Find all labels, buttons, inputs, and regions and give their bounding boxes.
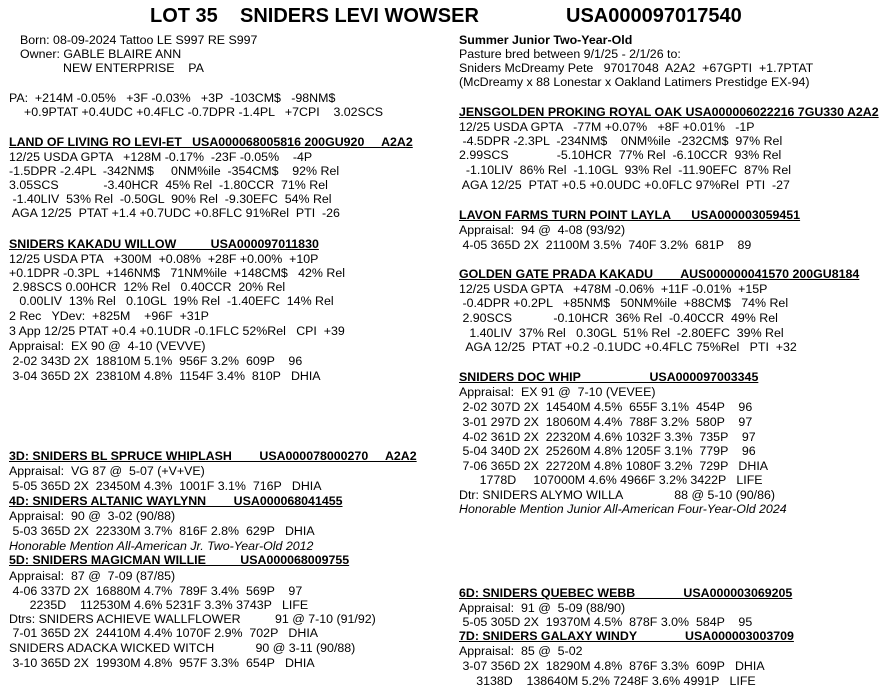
summer-heading: Summer Junior Two-Year-Old (459, 33, 633, 47)
fifth-dam-line: 2235D 112530M 4.6% 5231F 3.3% 3743P LIFE (9, 598, 309, 612)
pa-line-1: PA: +214M -0.05% +3F -0.03% +3P -103CM$ -98NM$ (9, 91, 336, 105)
dam-heading: SNIDERS KAKADU WILLOW USA000097011830 (9, 237, 319, 251)
breeding-line: Sniders McDreamy Pete 97017048 A2A2 +67GPTI +1.7PTAT (459, 61, 814, 75)
doc-whip-line: Dtr: SNIDERS ALYMO WILLA 88 @ 5-10 (90/86) (459, 488, 776, 502)
dam-sire-line: -0.4DPR +0.2PL +85NM$ 50NM%ile +88CM$ 74% Rel (459, 296, 789, 310)
fourth-dam-line: 5-03 365D 2X 22330M 3.7% 816F 2.8% 629P DHIA (9, 524, 315, 538)
pa-line-2: +0.9PTAT +0.4UDC +0.4FLC -0.7DPR -1.4PL +7CPI 3.02SCS (24, 105, 384, 119)
mgs-line: 12/25 USDA GPTA -77M +0.07% +8F +0.01% -1P (459, 120, 755, 134)
third-dam-line: 5-05 365D 2X 23450M 4.3% 1001F 3.1% 716P DHIA (9, 479, 322, 493)
sire-line: 12/25 USDA GPTA +128M -0.17% -23F -0.05% -4P (9, 150, 313, 164)
fourth-dam-honor: Honorable Mention All-American Jr. Two-Year-Old 2012 (9, 539, 314, 553)
doc-whip-line: 7-06 365D 2X 22720M 4.8% 1080F 3.2% 729P DHIA (459, 459, 769, 473)
sixth-dam-line: Appraisal: 91 @ 5-09 (88/90) (459, 601, 626, 615)
mgs-line: -1.10LIV 86% Rel -1.10GL 93% Rel -11.90EFC 87% Rel (459, 163, 791, 177)
fifth-dam-line: 4-06 337D 2X 16880M 4.7% 789F 3.4% 569P 97 (9, 584, 303, 598)
doc-whip-line: Appraisal: EX 91 @ 7-10 (VEVEE) (459, 385, 656, 399)
dam-line: 0.00LIV 13% Rel 0.10GL 19% Rel -1.40EFC 14% Rel (9, 294, 334, 308)
fifth-dam-line: Appraisal: 87 @ 7-09 (87/85) (9, 569, 176, 583)
dam-sire-line: 12/25 USDA GPTA +478M -0.06% +11F -0.01% +15P (459, 282, 768, 296)
doc-whip-line: 2-02 307D 2X 14540M 4.5% 655F 3.1% 454P 96 (459, 400, 753, 414)
dam-line: 12/25 USDA PTA +300M +0.08% +28F +0.00% +10P (9, 252, 319, 266)
sire-heading: LAND OF LIVING RO LEVI-ET USA000068005816 200GU920 A2A2 (9, 135, 413, 149)
sire-line: AGA 12/25 PTAT +1.4 +0.7UDC +0.8FLC 91%Rel PTI -26 (9, 206, 340, 220)
dam-sire-heading: GOLDEN GATE PRADA KAKADU AUS000000041570 200GU8184 (459, 267, 860, 281)
breeding-line: (McDreamy x 88 Lonestar x Oakland Latimers Prestidge EX-94) (459, 75, 810, 89)
sire-line: 3.05SCS -3.40HCR 45% Rel -1.80CCR 71% Rel (9, 178, 328, 192)
sixth-dam-line: 5-05 305D 2X 19370M 4.5% 878F 3.0% 584P 95 (459, 615, 753, 629)
mgs-line: AGA 12/25 PTAT +0.5 +0.0UDC +0.0FLC 97%Rel PTI -27 (459, 178, 790, 192)
dam-line: 2.98SCS 0.00HCR 12% Rel 0.40CCR 20% Rel (9, 280, 286, 294)
owner-location: NEW ENTERPRISE PA (63, 61, 204, 75)
lot-number: LOT 35 (150, 5, 218, 27)
fifth-dam-heading: 5D: SNIDERS MAGICMAN WILLIE USA000068009755 (9, 553, 350, 567)
doc-whip-honor: Honorable Mention Junior All-American Four-Year-Old 2024 (459, 502, 787, 516)
dam-line: 3-04 365D 2X 23810M 4.8% 1154F 3.4% 810P DHIA (9, 369, 321, 383)
breeding-line: Pasture bred between 9/1/25 - 2/1/26 to: (459, 47, 681, 61)
sire-dam-line: 4-05 365D 2X 21100M 3.5% 740F 3.2% 681P 89 (459, 238, 752, 252)
mgs-line: -4.5DPR -2.3PL -234NM$ 0NM%ile -232CM$ 97% Rel (459, 134, 783, 148)
seventh-dam-line: 3138D 138640M 5.2% 7248F 3.6% 4991P LIFE (459, 674, 756, 688)
doc-whip-line: 3-01 297D 2X 18060M 4.4% 788F 3.2% 580P 97 (459, 415, 753, 429)
animal-name: SNIDERS LEVI WOWSER (240, 5, 479, 27)
fifth-dam-line: Dtrs: SNIDERS ACHIEVE WALLFLOWER 91 @ 7-10 (91/92) (9, 612, 376, 626)
dam-line: +0.1DPR -0.3PL +146NM$ 71NM%ile +148CM$ 42% Rel (9, 266, 345, 280)
fifth-dam-line: 3-10 365D 2X 19930M 4.8% 957F 3.3% 654P DHIA (9, 656, 315, 670)
sire-line: -1.40LIV 53% Rel -0.50GL 90% Rel -9.30EFC 54% Rel (9, 192, 332, 206)
doc-whip-line: 5-04 340D 2X 25260M 4.8% 1205F 3.1% 779P 96 (459, 444, 756, 458)
fifth-dam-line: SNIDERS ADACKA WICKED WITCH 90 @ 3-11 (90/88) (9, 641, 356, 655)
sire-line: -1.5DPR -2.4PL -342NM$ 0NM%ile -354CM$ 92% Rel (9, 164, 340, 178)
mgs-line: 2.99SCS -5.10HCR 77% Rel -6.10CCR 93% Rel (459, 148, 782, 162)
dam-line: 2 Rec YDev: +825M +96F +31P (9, 309, 209, 323)
registration-number: USA000097017540 (566, 5, 742, 27)
birth-info: Born: 08-09-2024 Tattoo LE S997 RE S997 (20, 33, 258, 47)
dam-line: 3 App 12/25 PTAT +0.4 +0.1UDR -0.1FLC 52%Rel CPI +39 (9, 324, 345, 338)
fifth-dam-line: 7-01 365D 2X 24410M 4.4% 1070F 2.9% 702P DHIA (9, 626, 319, 640)
owner: Owner: GABLE BLAIRE ANN (20, 47, 182, 61)
fourth-dam-heading: 4D: SNIDERS ALTANIC WAYLYNN USA000068041455 (9, 494, 343, 508)
seventh-dam-line: Appraisal: 85 @ 5-02 (459, 644, 583, 658)
third-dam-line: Appraisal: VG 87 @ 5-07 (+V+VE) (9, 464, 205, 478)
doc-whip-heading: SNIDERS DOC WHIP USA000097003345 (459, 370, 759, 384)
seventh-dam-line: 3-07 356D 2X 18290M 4.8% 876F 3.3% 609P DHIA (459, 659, 765, 673)
dam-sire-line: 2.90SCS -0.10HCR 36% Rel -0.40CCR 49% Rel (459, 311, 778, 325)
dam-line: 2-02 343D 2X 18810M 5.1% 956F 3.2% 609P 96 (9, 354, 303, 368)
sixth-dam-heading: 6D: SNIDERS QUEBEC WEBB USA000003069205 (459, 586, 793, 600)
third-dam-heading: 3D: SNIDERS BL SPRUCE WHIPLASH USA000078000270 A2A2 (9, 449, 417, 463)
dam-line: Appraisal: EX 90 @ 4-10 (VEVVE) (9, 339, 206, 353)
doc-whip-line: 4-02 361D 2X 22320M 4.6% 1032F 3.3% 735P 97 (459, 430, 756, 444)
sire-dam-line: Appraisal: 94 @ 4-08 (93/92) (459, 223, 626, 237)
sire-dam-heading: LAVON FARMS TURN POINT LAYLA USA000003059451 (459, 208, 801, 222)
doc-whip-line: 1778D 107000M 4.6% 4966F 3.2% 3422P LIFE (459, 473, 763, 487)
lot-header (0, 5, 894, 31)
seventh-dam-heading: 7D: SNIDERS GALAXY WINDY USA000003003709 (459, 629, 794, 643)
mgs-heading: JENSGOLDEN PROKING ROYAL OAK USA000006022216 7GU330 A2A2 (459, 105, 879, 119)
dam-sire-line: 1.40LIV 37% Rel 0.30GL 51% Rel -2.80EFC 39% Rel (459, 326, 784, 340)
fourth-dam-line: Appraisal: 90 @ 3-02 (90/88) (9, 509, 176, 523)
dam-sire-line: AGA 12/25 PTAT +0.2 -0.1UDC +0.4FLC 75%Rel PTI +32 (459, 340, 797, 354)
